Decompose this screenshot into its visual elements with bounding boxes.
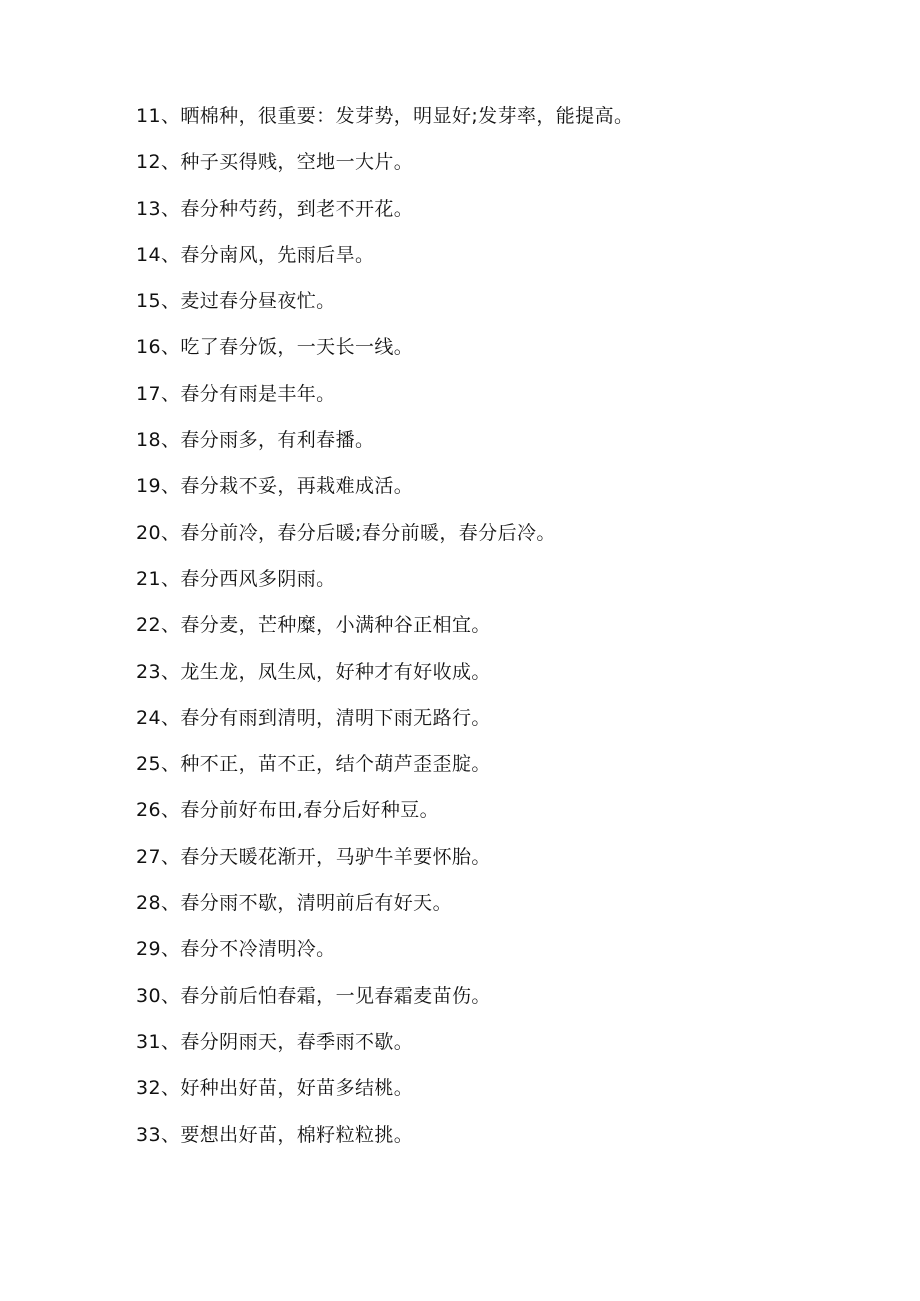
list-item: 24、春分有雨到清明，清明下雨无路行。 xyxy=(136,706,491,729)
list-item: 32、好种出好苗，好苗多结桃。 xyxy=(136,1077,414,1100)
list-item: 13、春分种芍药，到老不开花。 xyxy=(136,197,414,220)
list-item: 11、晒棉种，很重要：发芽势，明显好;发芽率，能提高。 xyxy=(136,105,634,127)
list-item: 33、要想出好苗，棉籽粒粒挑。 xyxy=(136,1123,414,1146)
list-item: 14、春分南风，先雨后旱。 xyxy=(136,243,375,266)
list-item: 25、种不正，苗不正，结个葫芦歪歪腚。 xyxy=(136,753,491,776)
list-item: 18、春分雨多，有利春播。 xyxy=(136,429,375,452)
list-item: 31、春分阴雨天，春季雨不歇。 xyxy=(136,1030,414,1053)
list-item: 17、春分有雨是丰年。 xyxy=(136,382,336,405)
list-item: 21、春分西风多阴雨。 xyxy=(136,567,336,590)
list-item: 27、春分天暖花渐开，马驴牛羊要怀胎。 xyxy=(136,845,491,868)
list-item: 16、吃了春分饭，一天长一线。 xyxy=(136,336,414,359)
list-item: 22、春分麦，芒种糜，小满种谷正相宜。 xyxy=(136,614,491,637)
list-item: 12、种子买得贱，空地一大片。 xyxy=(136,151,414,174)
list-item: 28、春分雨不歇，清明前后有好天。 xyxy=(136,892,452,915)
list-item: 30、春分前后怕春霜，一见春霜麦苗伤。 xyxy=(136,984,491,1007)
proverb-list xyxy=(136,99,856,1164)
list-item: 29、春分不冷清明冷。 xyxy=(136,938,336,961)
list-item: 26、春分前好布田,春分后好种豆。 xyxy=(136,799,440,822)
list-item: 20、春分前冷，春分后暖;春分前暖，春分后冷。 xyxy=(136,521,556,544)
list-item: 23、龙生龙，凤生凤，好种才有好收成。 xyxy=(136,660,491,683)
list-item: 15、麦过春分昼夜忙。 xyxy=(136,290,336,313)
list-item: 19、春分栽不妥，再栽难成活。 xyxy=(136,475,414,498)
